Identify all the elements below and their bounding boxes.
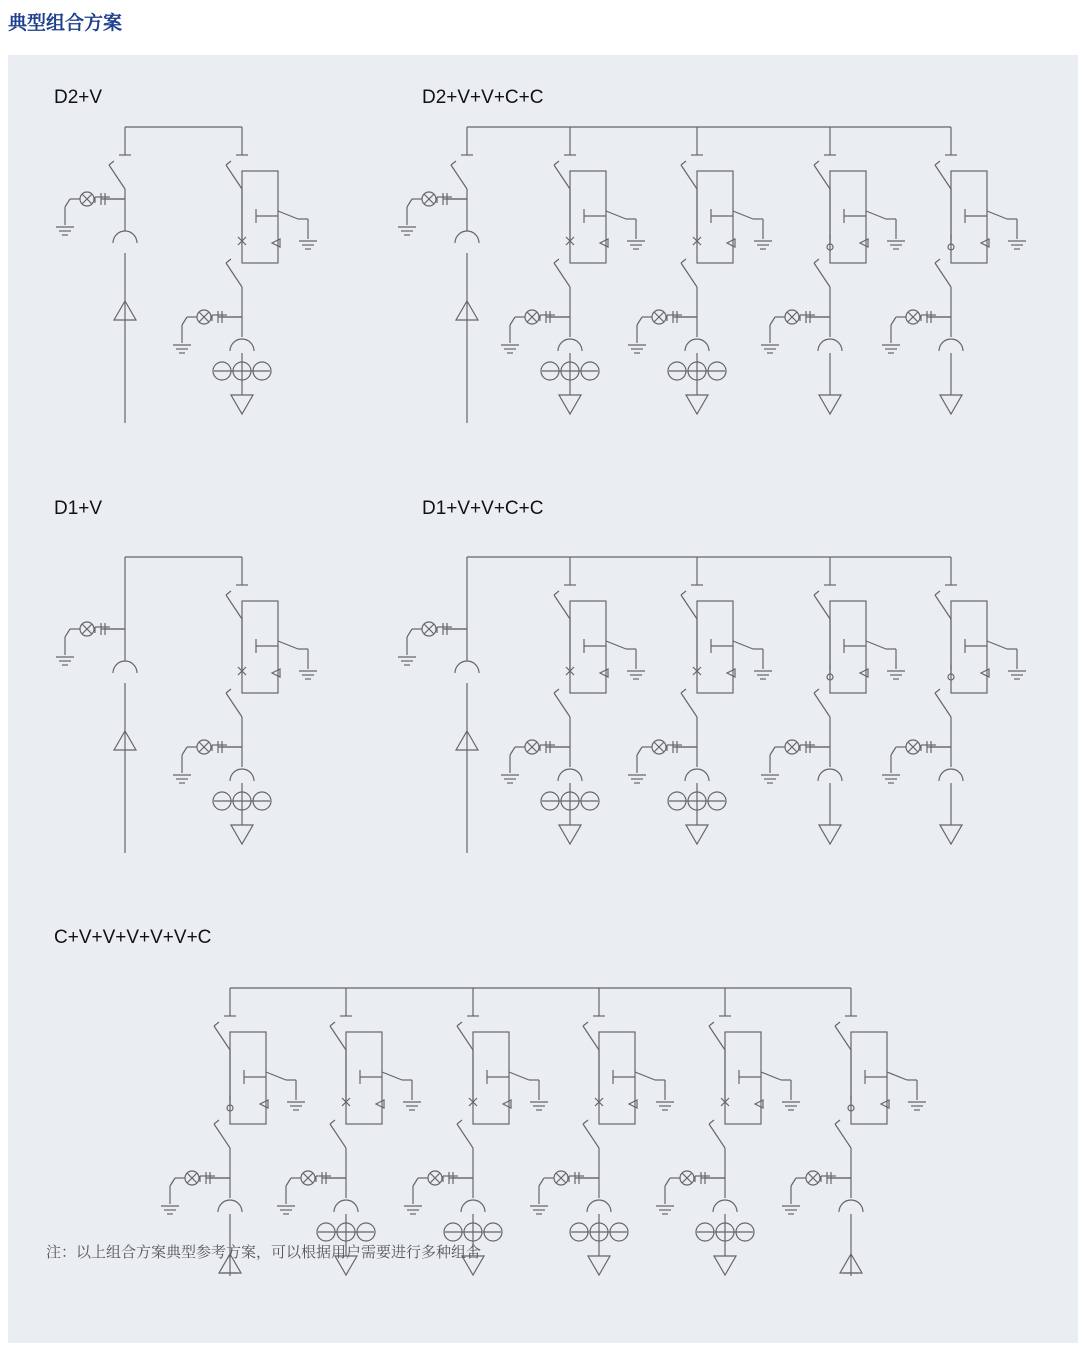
footnote: 注：以上组合方案典型参考方案，可以根据用户需要进行多种组合 (46, 1243, 482, 1261)
unit-v-1 (501, 557, 645, 844)
page-title: 典型组合方案 (8, 12, 123, 34)
section-label-d2-v-v-c-c: D2+V+V+C+C (422, 87, 544, 108)
unit-v-1 (173, 127, 317, 414)
unit-d2-0 (56, 127, 137, 423)
section-label-d1-v: D1+V (54, 498, 103, 519)
unit-ce-5 (782, 988, 926, 1276)
section-label-d1-v-v-c-c: D1+V+V+C+C (422, 498, 544, 519)
section-label-d2-v: D2+V (54, 87, 103, 108)
unit-d1-0 (398, 557, 479, 853)
unit-ce-0 (161, 988, 305, 1276)
unit-v-3 (530, 988, 674, 1275)
unit-c-4 (882, 557, 1026, 844)
unit-v-1 (173, 557, 317, 844)
unit-d2-0 (398, 127, 479, 423)
unit-v-2 (404, 988, 548, 1275)
unit-v-1 (277, 988, 421, 1275)
unit-d1-0 (56, 557, 137, 853)
section-label-c-v-v-v-v-v-c: C+V+V+V+V+V+C (54, 927, 212, 948)
unit-c-4 (882, 127, 1026, 414)
unit-c-3 (761, 127, 905, 414)
unit-v-4 (656, 988, 800, 1275)
unit-v-2 (628, 557, 772, 844)
unit-c-3 (761, 557, 905, 844)
unit-v-2 (628, 127, 772, 414)
unit-v-1 (501, 127, 645, 414)
